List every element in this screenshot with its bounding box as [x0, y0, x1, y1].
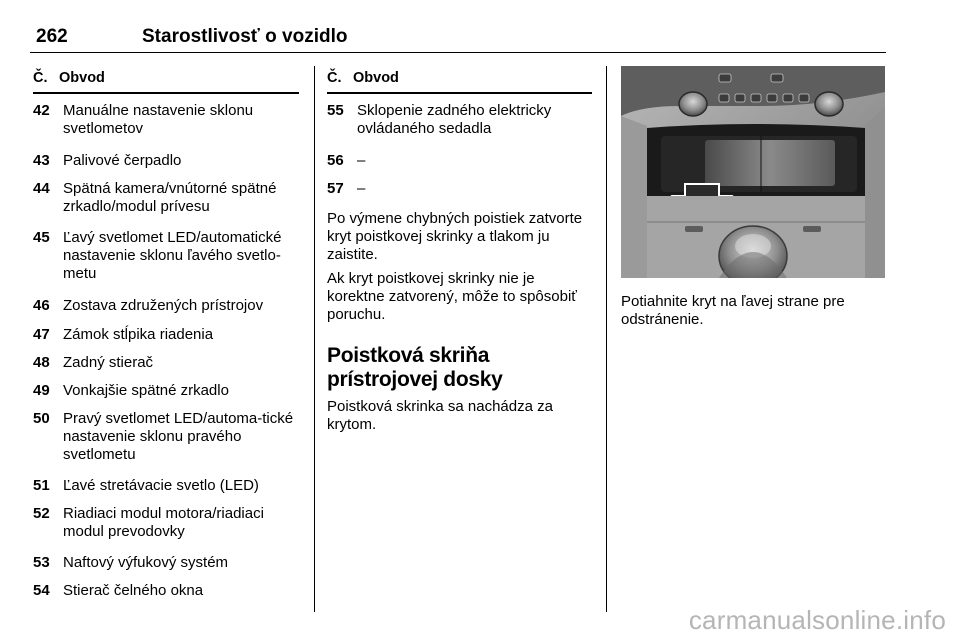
row-number: 56	[327, 152, 344, 169]
page-header	[30, 26, 886, 53]
figure-caption: Potiahnite kryt na ľavej strane pre odstránenie.	[621, 293, 845, 328]
left-table-col-desc: Obvod	[59, 70, 105, 86]
table-row	[33, 229, 301, 283]
column-divider-left	[314, 66, 315, 612]
table-row	[327, 180, 595, 198]
table-row	[33, 410, 301, 464]
table-row	[327, 102, 595, 138]
table-row	[33, 297, 301, 315]
row-number: 55	[327, 102, 344, 119]
right-table-rows	[327, 102, 595, 198]
table-row	[33, 354, 301, 372]
row-number: 43	[33, 152, 50, 169]
row-number: 49	[33, 382, 50, 399]
right-table-col-num: Č.	[327, 70, 342, 86]
section-heading: Poistková skriňa prístrojovej dosky	[327, 344, 503, 391]
row-number: 52	[33, 505, 50, 522]
row-text: Palivové čerpadlo	[63, 152, 182, 169]
row-text: Pravý svetlomet LED/automa-tické nastavenie sklonu pravého svetlometu	[63, 410, 294, 463]
row-number: 50	[33, 410, 50, 427]
watermark: carmanualsonline.info	[688, 605, 946, 635]
paragraph: Po výmene chybných poistiek zatvorte kryt poistkovej skrinky a tlakom ju zaistite.	[327, 210, 583, 263]
row-text: Zadný stierač	[63, 354, 154, 371]
right-table-col-desc: Obvod	[353, 70, 399, 86]
row-number: 57	[327, 180, 344, 197]
row-text: Zostava združených prístrojov	[63, 297, 264, 314]
row-text: Sklopenie zadného elektricky ovládaného sedadla	[357, 102, 552, 137]
row-text: Ľavý svetlomet LED/automatické nastavenie sklonu ľavého svetlo-metu	[63, 229, 282, 282]
row-number: 53	[33, 554, 50, 571]
console-illustration	[621, 66, 885, 278]
body-text-block	[327, 398, 595, 434]
row-text: Zámok stĺpika riadenia	[63, 326, 214, 343]
table-row	[33, 180, 301, 216]
row-text: Manuálne nastavenie sklonu svetlometov	[63, 102, 254, 137]
row-number: 47	[33, 326, 50, 343]
table-row	[33, 554, 301, 572]
table-row	[33, 477, 301, 495]
row-text: Stierač čelného okna	[63, 582, 204, 599]
table-row	[33, 582, 301, 600]
row-text: Naftový výfukový systém	[63, 554, 229, 571]
row-number: 44	[33, 180, 50, 197]
row-number: 54	[33, 582, 50, 599]
row-text: Ľavé stretávacie svetlo (LED)	[63, 477, 259, 494]
page-title: Starostlivosť o vozidlo	[142, 26, 348, 47]
row-number: 46	[33, 297, 50, 314]
console-photo	[621, 66, 885, 278]
body-text-block	[327, 210, 595, 324]
row-text: Vonkajšie spätné zrkadlo	[63, 382, 229, 399]
table-row	[33, 326, 301, 344]
table-row	[33, 152, 301, 170]
row-number: 42	[33, 102, 50, 119]
row-text: Riadiaci modul motora/riadiaci modul prevodovky	[63, 505, 264, 540]
left-table-header	[33, 66, 299, 94]
table-row	[33, 505, 301, 541]
left-table-col-num: Č.	[33, 70, 48, 86]
right-table-header	[327, 66, 592, 94]
table-row	[327, 152, 595, 170]
paragraph: Poistková skrinka sa nachádza za krytom.	[327, 398, 553, 433]
row-text: –	[357, 152, 366, 169]
table-row	[33, 382, 301, 400]
page-number: 262	[36, 26, 68, 47]
paragraph: Ak kryt poistkovej skrinky nie je korektne zatvorený, môže to spôsobiť poruchu.	[327, 270, 577, 323]
table-row	[33, 102, 301, 138]
row-number: 48	[33, 354, 50, 371]
row-text: –	[357, 180, 366, 197]
row-text: Spätná kamera/vnútorné spätné zrkadlo/modul prívesu	[63, 180, 277, 215]
row-number: 51	[33, 477, 50, 494]
row-number: 45	[33, 229, 50, 246]
column-divider-right	[606, 66, 607, 612]
left-table-rows	[33, 102, 301, 600]
